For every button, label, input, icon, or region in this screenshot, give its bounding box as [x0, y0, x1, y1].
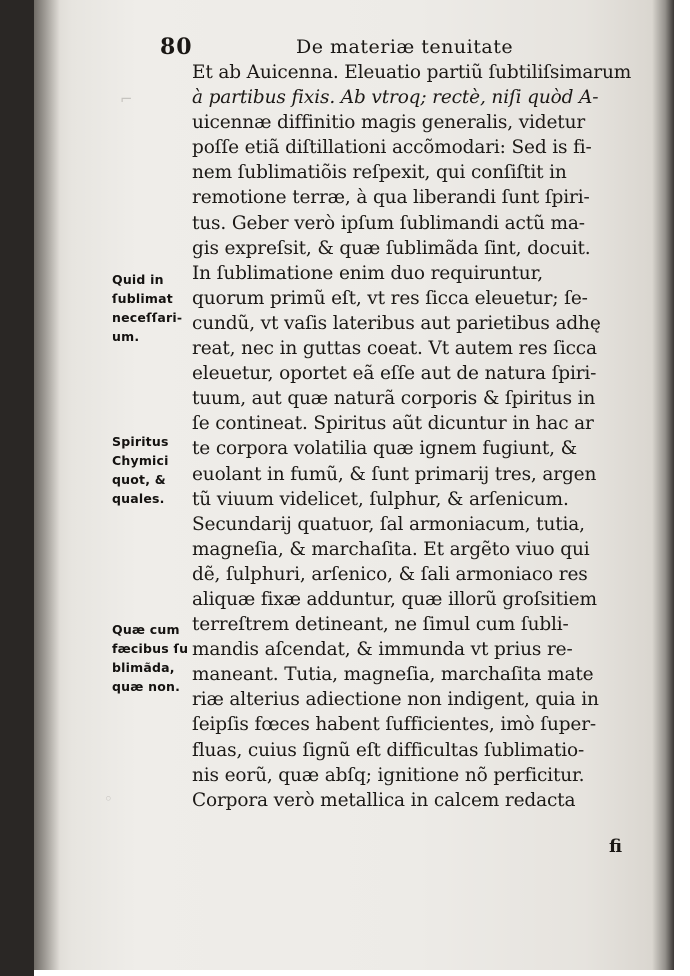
text-line: reat, nec in guttas coeat. Vt autem res ſicca [192, 338, 597, 360]
page-number: 80 [160, 34, 193, 60]
text-line: nis eorũ, quæ abſq; ignitione nõ perficitur. [192, 764, 585, 786]
text-line: poſſe etiã diſtillationi accõmodari: Sed is fi- [192, 137, 592, 159]
text-line: riæ alterius adiectione non indigent, quia in [192, 689, 599, 711]
text-line: In ſublimatione enim duo requiruntur, [192, 262, 543, 284]
text-line: tuum, aut quæ naturã corporis & ſpiritus in [192, 388, 596, 410]
book-page [34, 0, 674, 970]
show-through-mark: ⌐ [120, 90, 133, 108]
marginal-note-line: Quid in [112, 272, 164, 287]
text-line: gis expreſsit, & quæ ſublimãda ſint, docuit. [192, 237, 591, 259]
text-line: Corpora verò metallica in calcem redacta [192, 789, 576, 811]
text-line: te corpora volatilia quæ ignem fugiunt, & [192, 438, 577, 460]
catchword: fi [609, 836, 623, 857]
text-line: dẽ, ſulphuri, arſenico, & ſali armoniaco res [192, 563, 588, 585]
text-line: ſeipſis fœces habent ſufficientes, imò ſuper- [192, 714, 597, 736]
text-line: aliquæ fixæ adduntur, quæ illorũ groſsitiem [192, 588, 597, 610]
text-line: à partibus fixis. Ab vtroq; rectè, niſi quòd A- [192, 87, 599, 109]
text-line: terreſtrem detineant, ne ſimul cum ſubli- [192, 614, 569, 636]
marginal-note-line: ſublimat [112, 291, 173, 306]
marginal-note-line: Chymici [112, 453, 169, 468]
marginal-note-line: quæ non. [112, 679, 181, 694]
running-head: De materiæ tenuitate [296, 36, 514, 58]
page-gutter-shadow [652, 0, 674, 970]
marginal-note [112, 432, 169, 508]
text-line: magneſia, & marchaſita. Et argẽto viuo qui [192, 538, 590, 560]
page-edge-shadow [34, 0, 60, 970]
marginal-note-line: neceſſari- [112, 310, 183, 325]
show-through-mark: ◦ [104, 790, 113, 808]
text-line: cundũ, vt vaſis lateribus aut parietibus adhę [192, 312, 601, 334]
text-line: nem ſublimatiõis reſpexit, qui conſiſtit in [192, 162, 567, 184]
text-line: eleuetur, oportet eã eſſe aut de natura ſpiri- [192, 363, 597, 385]
marginal-note-line: um. [112, 329, 140, 344]
marginal-note [112, 270, 182, 346]
marginal-note-line: fæcibus ſu [112, 641, 189, 656]
text-line: remotione terræ, à qua liberandi ſunt ſpiri- [192, 187, 590, 209]
text-line: tũ viuum videlicet, ſulphur, & arſenicum. [192, 488, 569, 510]
text-line: quorum primũ eſt, vt res ſicca eleuetur; ſe- [192, 287, 588, 309]
marginal-note [112, 620, 188, 696]
text-line: tus. Geber verò ipſum ſublimandi actũ ma- [192, 212, 585, 234]
text-line: ſe contineat. Spiritus aũt dicuntur in hac ar [192, 413, 594, 435]
text-line: Secundarij quatuor, ſal armoniacum, tutia, [192, 513, 585, 535]
body-text [192, 60, 632, 813]
marginal-note-line: Quæ cum [112, 622, 180, 637]
marginal-note-line: Spiritus [112, 434, 169, 449]
text-line: uicennæ diffinitio magis generalis, videtur [192, 112, 586, 134]
text-line: maneant. Tutia, magneſia, marchaſita mate [192, 664, 594, 686]
text-line: Et ab Auicenna. Eleuatio partiũ ſubtiliſsimarum [192, 62, 632, 83]
page-header [34, 34, 674, 62]
text-line: euolant in fumũ, & ſunt primarij tres, argen [192, 463, 597, 485]
marginal-note-line: blimãda, [112, 660, 175, 675]
marginal-note-line: quales. [112, 491, 165, 506]
text-line: fluas, cuius ſignũ eſt difficultas ſublimatio- [192, 739, 585, 761]
marginal-note-line: quot, & [112, 472, 166, 487]
text-line: mandis aſcendat, & immunda vt prius re- [192, 639, 573, 661]
